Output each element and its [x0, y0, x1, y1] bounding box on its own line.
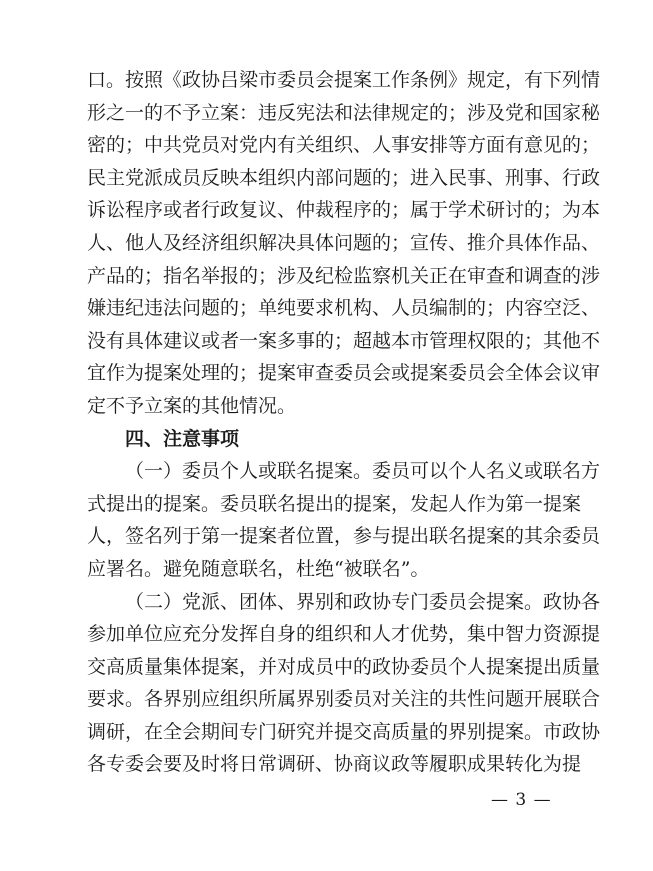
- text-line: 没有具体建议或者一案多事的；超越本市管理权限的；其他不: [87, 329, 601, 352]
- text-line: 定不予立案的其他情况。: [87, 394, 297, 417]
- text-line: 口。按照《政协吕梁市委员会提案工作条例》规定，有下列情: [87, 69, 601, 91]
- text-line: （一）委员个人或联名提案。委员可以个人名义或联名方: [125, 460, 601, 483]
- text-line: 密的；中共党员对党内有关组织、人事安排等方面有意见的；: [87, 134, 601, 157]
- text-line: 调研，在全会期间专门研究并提交高质量的界别提案。市政协: [87, 720, 601, 743]
- text-line: 人、他人及经济组织解决具体问题的；宣传、推介具体作品、: [87, 231, 601, 254]
- text-line: 各专委会要及时将日常调研、协商议政等履职成果转化为提: [87, 753, 582, 776]
- text-line: 参加单位应充分发挥自身的组织和人才优势，集中智力资源提: [87, 623, 601, 646]
- text-line: 形之一的不予立案：违反宪法和法律规定的；涉及党和国家秘: [87, 101, 601, 124]
- section-heading: 四、注意事项: [125, 427, 240, 450]
- page-number: — 3 —: [491, 790, 552, 810]
- text-line: 要求。各界别应组织所属界别委员对关注的共性问题开展联合: [87, 688, 601, 711]
- text-line: 应署名。避免随意联名，杜绝“被联名”。: [87, 557, 430, 580]
- text-line: （二）党派、团体、界别和政协专门委员会提案。政协各: [125, 590, 601, 613]
- document-body: [87, 64, 601, 781]
- text-line: 嫌违纪违法问题的；单纯要求机构、人员编制的；内容空泛、: [87, 297, 601, 320]
- text-line: 诉讼程序或者行政复议、仲裁程序的；属于学术研讨的；为本: [87, 199, 601, 222]
- text-line: 人，签名列于第一提案者位置，参与提出联名提案的其余委员: [87, 525, 601, 548]
- text-line: 交高质量集体提案，并对成员中的政协委员个人提案提出质量: [87, 655, 601, 678]
- text-line: 式提出的提案。委员联名提出的提案，发起人作为第一提案: [87, 492, 582, 515]
- text-line: 产品的；指名举报的；涉及纪检监察机关正在审查和调查的涉: [87, 264, 601, 287]
- text-line: 民主党派成员反映本组织内部问题的；进入民事、刑事、行政: [87, 166, 601, 189]
- text-line: 宜作为提案处理的；提案审查委员会或提案委员会全体会议审: [87, 362, 601, 385]
